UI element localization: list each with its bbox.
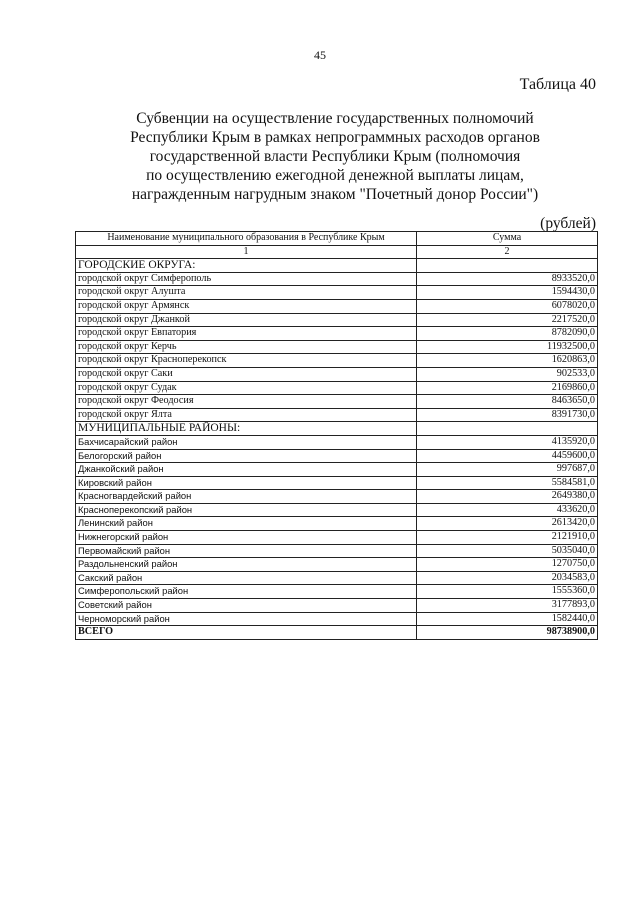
row-sum: 1594430,0 bbox=[417, 286, 598, 300]
table-row bbox=[76, 517, 598, 531]
row-sum: 8933520,0 bbox=[417, 272, 598, 286]
table-header-row bbox=[76, 232, 598, 246]
row-sum: 4135920,0 bbox=[417, 435, 598, 449]
row-sum: 5584581,0 bbox=[417, 476, 598, 490]
row-sum: 8782090,0 bbox=[417, 327, 598, 341]
section-row bbox=[76, 422, 598, 436]
table-row bbox=[76, 408, 598, 422]
table-row bbox=[76, 585, 598, 599]
column-number: 1 bbox=[76, 245, 417, 259]
row-name: Белогорский район bbox=[76, 449, 417, 463]
table-row bbox=[76, 354, 598, 368]
total-row bbox=[76, 626, 598, 640]
row-sum: 2217520,0 bbox=[417, 313, 598, 327]
row-sum: 11932500,0 bbox=[417, 340, 598, 354]
table-row bbox=[76, 395, 598, 409]
row-sum: 2649380,0 bbox=[417, 490, 598, 504]
row-name: городской округ Симферополь bbox=[76, 272, 417, 286]
table-row bbox=[76, 299, 598, 313]
row-name: городской округ Евпатория bbox=[76, 327, 417, 341]
row-sum: 433620,0 bbox=[417, 503, 598, 517]
table-row bbox=[76, 503, 598, 517]
row-sum: 1270750,0 bbox=[417, 558, 598, 572]
row-name: городской округ Алушта bbox=[76, 286, 417, 300]
row-sum: 1620863,0 bbox=[417, 354, 598, 368]
row-sum: 3177893,0 bbox=[417, 599, 598, 613]
table-row bbox=[76, 272, 598, 286]
title-line: государственной власти Республики Крым (полномочия bbox=[149, 148, 521, 165]
table-row bbox=[76, 367, 598, 381]
row-name: городской округ Армянск bbox=[76, 299, 417, 313]
row-name: Первомайский район bbox=[76, 544, 417, 558]
column-number: 2 bbox=[417, 245, 598, 259]
section-city-label: ГОРОДСКИЕ ОКРУГА: bbox=[76, 259, 417, 273]
table-row bbox=[76, 449, 598, 463]
table-row bbox=[76, 476, 598, 490]
row-name: Красногвардейский район bbox=[76, 490, 417, 504]
total-label: ВСЕГО bbox=[76, 626, 417, 640]
row-name: Нижнегорский район bbox=[76, 531, 417, 545]
header-sum: Сумма bbox=[417, 232, 598, 246]
table-row bbox=[76, 435, 598, 449]
row-name: Красноперекопский район bbox=[76, 503, 417, 517]
row-name: Черноморский район bbox=[76, 612, 417, 626]
table-row bbox=[76, 531, 598, 545]
row-sum: 2034583,0 bbox=[417, 571, 598, 585]
table-row bbox=[76, 571, 598, 585]
row-sum: 997687,0 bbox=[417, 463, 598, 477]
table-row bbox=[76, 340, 598, 354]
row-sum: 902533,0 bbox=[417, 367, 598, 381]
table-row bbox=[76, 599, 598, 613]
row-sum: 2121910,0 bbox=[417, 531, 598, 545]
empty-cell bbox=[417, 422, 598, 436]
row-sum: 8391730,0 bbox=[417, 408, 598, 422]
title-line: Республики Крым в рамках непрограммных расходов органов bbox=[130, 129, 540, 146]
row-sum: 2613420,0 bbox=[417, 517, 598, 531]
section-district-label: МУНИЦИПАЛЬНЫЕ РАЙОНЫ: bbox=[76, 422, 417, 436]
title-line: награжденным нагрудным знаком "Почетный донор России") bbox=[131, 186, 539, 203]
empty-cell bbox=[417, 259, 598, 273]
page-number: 45 bbox=[314, 48, 326, 62]
row-sum: 1582440,0 bbox=[417, 612, 598, 626]
total-sum: 98738900,0 bbox=[417, 626, 598, 640]
title-line: по осуществлению ежегодной денежной выплаты лицам, bbox=[146, 167, 524, 184]
table-row bbox=[76, 381, 598, 395]
row-name: городской округ Ялта bbox=[76, 408, 417, 422]
table-row bbox=[76, 327, 598, 341]
column-number-row bbox=[76, 245, 598, 259]
table-row bbox=[76, 490, 598, 504]
row-sum: 6078020,0 bbox=[417, 299, 598, 313]
row-name: городской округ Саки bbox=[76, 367, 417, 381]
table-row bbox=[76, 558, 598, 572]
table-row bbox=[76, 286, 598, 300]
table-row bbox=[76, 463, 598, 477]
section-row bbox=[76, 259, 598, 273]
table-row bbox=[76, 612, 598, 626]
row-sum: 1555360,0 bbox=[417, 585, 598, 599]
row-name: Раздольненский район bbox=[76, 558, 417, 572]
title-line: Субвенции на осуществление государственных полномочий bbox=[136, 110, 534, 127]
row-name: городской округ Красноперекопск bbox=[76, 354, 417, 368]
document-title bbox=[80, 109, 590, 204]
row-name: Советский район bbox=[76, 599, 417, 613]
row-sum: 4459600,0 bbox=[417, 449, 598, 463]
row-sum: 2169860,0 bbox=[417, 381, 598, 395]
subventions-table bbox=[75, 231, 598, 640]
row-name: Ленинский район bbox=[76, 517, 417, 531]
header-name: Наименование муниципального образования в Республике Крым bbox=[76, 232, 417, 246]
row-name: Бахчисарайский район bbox=[76, 435, 417, 449]
units-label: (рублей) bbox=[540, 215, 596, 232]
table-label: Таблица 40 bbox=[519, 76, 596, 93]
row-name: Симферопольский район bbox=[76, 585, 417, 599]
row-name: Сакский район bbox=[76, 571, 417, 585]
row-name: городской округ Керчь bbox=[76, 340, 417, 354]
row-name: Джанкойский район bbox=[76, 463, 417, 477]
row-name: Кировский район bbox=[76, 476, 417, 490]
row-name: городской округ Судак bbox=[76, 381, 417, 395]
row-sum: 8463650,0 bbox=[417, 395, 598, 409]
row-name: городской округ Джанкой bbox=[76, 313, 417, 327]
row-sum: 5035040,0 bbox=[417, 544, 598, 558]
table-row bbox=[76, 313, 598, 327]
table-row bbox=[76, 544, 598, 558]
row-name: городской округ Феодосия bbox=[76, 395, 417, 409]
